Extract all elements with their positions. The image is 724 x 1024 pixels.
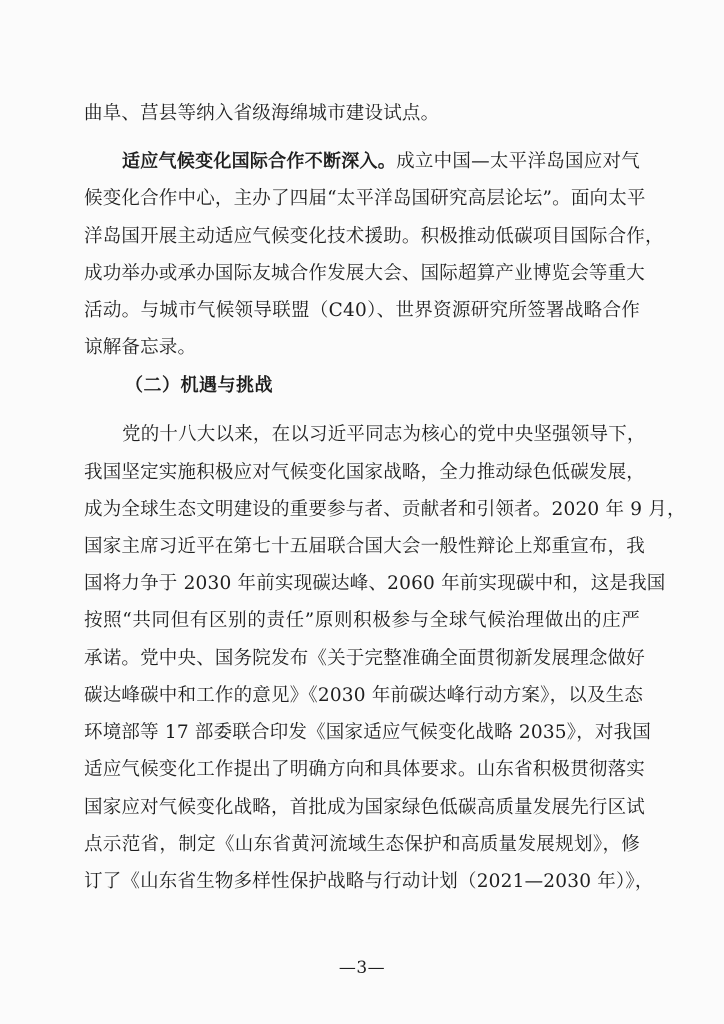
paragraph-line: 点示范省，制定《山东省黄河流域生态保护和高质量发展规划》，修	[84, 834, 640, 855]
page-number: —3—	[338, 958, 386, 978]
paragraph-line: 碳达峰碳中和工作的意见》《2030 年前碳达峰行动方案》，以及生态	[84, 685, 644, 706]
paragraph-line: 我国坚定实施积极应对气候变化国家战略，全力推动绿色低碳发展，	[84, 462, 646, 483]
paragraph-first-line: 党的十八大以来，在以习近平同志为核心的党中央坚强领导下，	[122, 424, 646, 445]
paragraph-line: 国家主席习近平在第七十五届联合国大会一般性辩论上郑重宣布，我	[84, 536, 646, 557]
paragraph-line: 曲阜、莒县等纳入省级海绵城市建设试点。	[84, 103, 440, 124]
paragraph-line: 国将力争于 2030 年前实现碳达峰、2060 年前实现碳中和，这是我国	[84, 573, 666, 594]
section-heading: （二）机遇与挑战	[125, 375, 273, 396]
paragraph-line: 谅解备忘录。	[84, 337, 197, 358]
paragraph-line: 国家应对气候变化战略，首批成为国家绿色低碳高质量发展先行区试	[84, 797, 646, 818]
paragraph-line: 活动。与城市气候领导联盟（C40）、世界资源研究所签署战略合作	[84, 300, 640, 321]
paragraph-line: 成为全球生态文明建设的重要参与者、贡献者和引领者。2020 年 9 月，	[84, 499, 686, 520]
paragraph-line: 承诺。党中央、国务院发布《关于完整准确全面贯彻新发展理念做好	[84, 648, 646, 669]
paragraph-line: 洋岛国开展主动适应气候变化技术援助。积极推动低碳项目国际合作，	[84, 226, 664, 247]
bold-lead-text: 适应气候变化国际合作不断深入。	[122, 151, 397, 172]
paragraph-first-line	[122, 150, 640, 174]
paragraph-line: 订了《山东省生物多样性保护战略与行动计划（2021—2030 年）》，	[84, 871, 654, 892]
paragraph-line: 适应气候变化工作提出了明确方向和具体要求。山东省积极贯彻落实	[84, 759, 646, 780]
paragraph-line: 成功举办或承办国际友城合作发展大会、国际超算产业博览会等重大	[84, 263, 646, 284]
paragraph-line: 按照“共同但有区别的责任”原则积极参与全球气候治理做出的庄严	[84, 610, 640, 631]
paragraph-line: 环境部等 17 部委联合印发《国家适应气候变化战略 2035》，对我国	[84, 722, 652, 743]
paragraph-line: 候变化合作中心，主办了四届“太平洋岛国研究高层论坛”。面向太平	[84, 188, 646, 209]
paragraph-text: 成立中国—太平洋岛国应对气	[396, 151, 641, 172]
